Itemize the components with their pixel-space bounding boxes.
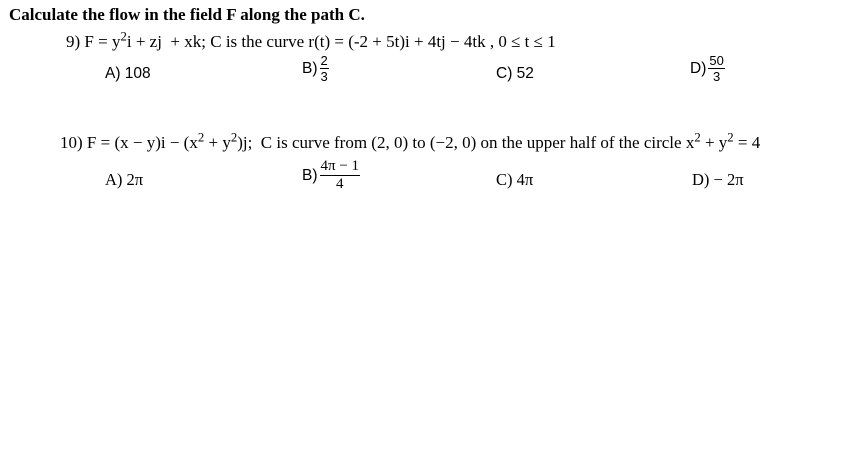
question-10 — [60, 130, 761, 153]
question-text: $F = (x - y)i - (x^2 + y^2)j$; C is curve from (2, 0) to (−2, 0) on the upper half of the circle $x^2 + y^2 = 4$ — [86, 130, 761, 152]
answer-label: D) — [690, 59, 707, 77]
fraction-denominator: 4 — [336, 176, 344, 192]
question-text: $F = y^2i$ + zj + xk; C is the curve r(t) = (-2 + 5t)i + 4tj − 4tk , 0 ≤ t ≤ 1 — [84, 29, 556, 51]
q10-answer-c: C) 4π — [496, 170, 534, 189]
answer-label: B) — [302, 166, 318, 184]
fraction-numerator: 2 — [320, 53, 328, 68]
q9-answer-c: C) 52 — [496, 65, 534, 82]
question-number: 10) — [60, 133, 83, 152]
q9-answer-b — [302, 54, 329, 83]
fraction-numerator: 4π − 1 — [320, 158, 360, 174]
fraction — [708, 54, 724, 83]
q10-answer-d: D) − 2π — [692, 170, 744, 189]
q9-answer-d — [690, 54, 725, 83]
fraction — [320, 54, 329, 83]
question-number: 9) — [66, 32, 81, 51]
instructions-heading: Calculate the flow in the field F along the path C. — [9, 5, 365, 24]
answer-label: B) — [302, 59, 318, 77]
fraction-numerator: 50 — [709, 53, 724, 68]
q10-answer-b — [302, 159, 360, 192]
question-9 — [66, 29, 556, 52]
fraction — [320, 159, 361, 192]
q9-answer-a: A) 108 — [105, 65, 151, 82]
fraction-denominator: 3 — [320, 69, 328, 84]
q10-answer-a: A) 2π — [105, 170, 144, 189]
fraction-denominator: 3 — [712, 69, 721, 84]
